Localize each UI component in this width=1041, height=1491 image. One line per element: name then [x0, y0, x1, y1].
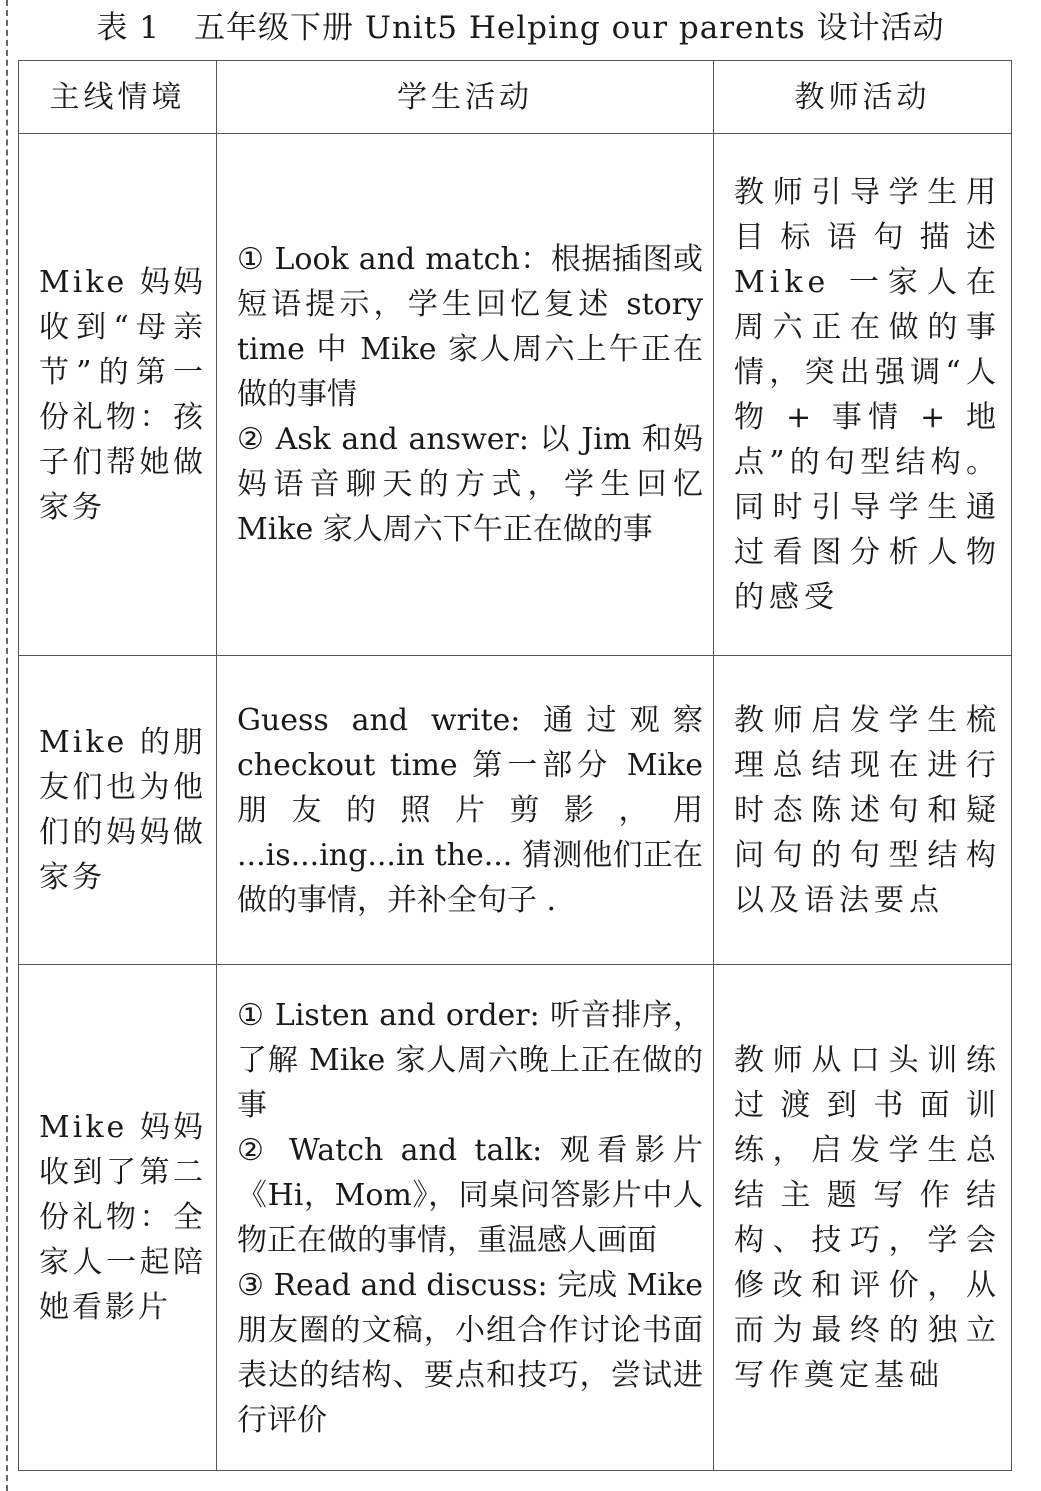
scene-cell: Mike 妈妈收到“母亲节”的第一份礼物：孩子们帮她做家务	[19, 134, 217, 656]
table-title: 五年级下册 Unit5 Helping our parents 设计活动	[193, 10, 945, 46]
student-activity-item: ① Listen and order: 听音排序，了解 Mike 家人周六晚上正在做的事	[237, 997, 703, 1123]
table-number: 表 1	[96, 10, 160, 46]
student-activity-item: ③ Read and discuss: 完成 Mike 朋友圈的文稿，小组合作讨论书面表达的结构、要点和技巧，尝试进行评价	[237, 1267, 703, 1438]
table-row	[19, 656, 1012, 965]
student-activity-cell	[217, 656, 714, 965]
teacher-activity-cell: 教师从口头训练过渡到书面训练，启发学生总结主题写作结构、技巧，学会修改和评价，从而为最终的独立写作奠定基础	[714, 965, 1012, 1471]
teacher-activity-cell: 教师启发学生梳理总结现在进行时态陈述句和疑问句的句型结构以及语法要点	[714, 656, 1012, 965]
table-row	[19, 965, 1012, 1471]
table-caption	[0, 8, 1041, 48]
scene-cell: Mike 妈妈收到了第二份礼物：全家人一起陪她看影片	[19, 965, 217, 1471]
header-row	[19, 61, 1012, 134]
student-activity-item: ② Watch and talk: 观看影片《Hi，Mom》，同桌问答影片中人物正在做的事情，重温感人画面	[237, 1132, 703, 1258]
activity-table	[18, 60, 1012, 1471]
header-teacher-activity: 教师活动	[714, 61, 1012, 134]
student-activity-item: ② Ask and answer: 以 Jim 和妈妈语音聊天的方式，学生回忆 Mike 家人周六下午正在做的事	[237, 422, 703, 547]
dashed-cut-line	[6, 0, 8, 1491]
student-activity-item: ① Look and match：根据插图或短语提示，学生回忆复述 story time 中 Mike 家人周六上午正在做的事情	[237, 242, 703, 412]
student-activity-cell	[217, 134, 714, 656]
table-row	[19, 134, 1012, 656]
student-activity-cell	[217, 965, 714, 1471]
teacher-activity-cell: 教师引导学生用目标语句描述 Mike 一家人在周六正在做的事情，突出强调“人物 + 事情 + 地点”的句型结构。同时引导学生通过看图分析人物的感受	[714, 134, 1012, 656]
student-activity-item: Guess and write: 通过观察 checkout time 第一部分 Mike 朋友的照片剪影，用 ...is...ing...in the... 猜测他们正在做的事情，并补全句子 .	[237, 702, 703, 918]
header-student-activity: 学生活动	[217, 61, 714, 134]
header-scene: 主线情境	[19, 61, 217, 134]
scene-cell: Mike 的朋友们也为他们的妈妈做家务	[19, 656, 217, 965]
